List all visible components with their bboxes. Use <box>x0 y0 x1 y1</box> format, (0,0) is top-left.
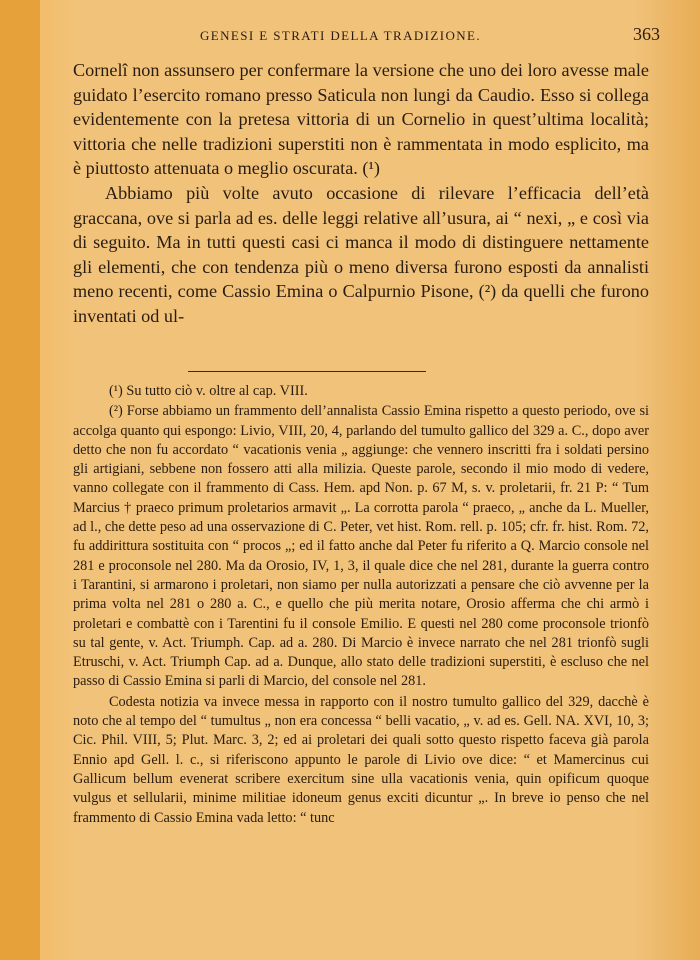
footnote-2: (²) Forse abbiamo un frammento dell’annalista Cassio Emina rispetto a questo periodo, ove si accolga quanto qui espongo: Livio, VIII, 20, 4, parlando del tumulto gallico del 329 a. C., dopo aver detto che non fu accordato “ vacationis venia „ aggiunge: che vennero inscritti fra i soldati persino gli artigiani, sebbene non fossero atti alla milizia. Queste parole, secondo il mio modo di vedere, vanno collegate con il frammento di Cass. Hem. apd Non. p. 67 M, s. v. proletarii, fr. 21 P: “ Tum Marcius † praeco primum proletarios armavit „. La corrotta parola “ praeco, „ anche da L. Mueller, ad l., che dette peso ad una osservazione di C. Peter, vet hist. Rom. rell. p. 105; cfr. fr. hist. Rom. 72, fu addirittura sostituita con “ procos „; ed il fatto anche dal Peter fu riferito a Q. Marcio console nel 281 e proconsole nel 280. Ma da Orosio, IV, 1, 3, il quale dice che nel 281, durante la guerra contro i Tarantini, si armarono i proletari, non siamo per nulla autorizzati a pensare che ciò avvenne per la prima volta nel 281 o 280 a. C., e quello che più merita notare, Orosio afferma che chi armò i proletari e combattè con i Tarentini fu il console Emilio. E questi nel 280 come proconsole trionfò su tal gente, v. Act. Triumph. Cap. ad a. 280. Di Marcio è invece narrato che nel 281 trionfò sugli Etruschi, v. Act. Triumph Cap. ad a. Dunque, allo stato delle tradizioni superstiti, è escluso che nel passo di Cassio Emina si parli di Marcio, del console nel 281. <box>73 403 649 690</box>
footnote-2-continued: Codesta notizia va invece messa in rapporto con il nostro tumulto gallico del 329, dacchè è noto che al tempo del “ tumultus „ non era concessa “ belli vacatio, „ v. ad es. Gell. NA. XVI, 10, 3; Cic. Phil. VIII, 5; Plut. Marc. 3, 2; ed ai proletari dei quali sotto questo rispetto faceva già parola Ennio apd Gell. l. c., si riferiscono appunto le parole di Livio ove dice: “ et Mamercinus cui Gallicum bellum evenerat scribere exercitum sine ulla vacationis venia, quin opificum quoque vulgus et sellularii, minime militiae idoneum genus exciti dicuntur „. In breve io penso che nel frammento di Cassio Emina vada letto: “ tunc <box>73 693 649 826</box>
book-page <box>40 0 700 960</box>
main-text <box>73 58 649 329</box>
running-title: GENESI E STRATI DELLA TRADIZIONE. <box>200 28 482 43</box>
page-number: 363 <box>633 24 660 44</box>
paragraph-1: Cornelî non assunsero per confermare la versione che uno dei loro avesse male guidato l’esercito romano presso Saticula non lungi da Caudio. Esso si collega evidentemente con la pretesa vittoria di un Cornelio in quest’ultima località; vittoria che nelle tradizioni superstiti non è rammentata in modo esplicito, ma è piuttosto attenuata o meglio oscurata. (¹) <box>73 60 649 179</box>
page-header <box>40 22 660 52</box>
paragraph-2: Abbiamo più volte avuto occasione di rilevare l’efficacia dell’età graccana, ove si parla ad es. delle leggi relative all’usura, ai “ nexi, „ e così via di seguito. Ma in tutti questi casi ci manca il modo di distinguere nettamente gli elementi, che con tendenza più o meno diversa furono esposti da annalisti meno recenti, come Cassio Emina o Calpurnio Pisone, (²) da quelli che furono inventati od ul- <box>73 182 649 326</box>
footnote-1: (¹) Su tutto ciò v. oltre al cap. VIII. <box>109 383 308 399</box>
footnotes <box>73 382 649 828</box>
footnote-separator <box>188 371 426 372</box>
